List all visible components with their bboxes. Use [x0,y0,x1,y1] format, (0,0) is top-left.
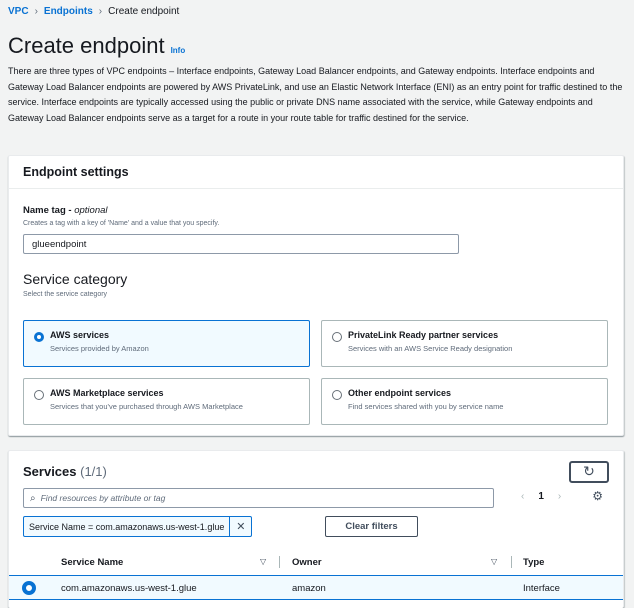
services-panel [8,450,624,608]
chevron-right-icon: › [34,6,38,17]
tile-title: AWS Marketplace services [50,388,164,398]
refresh-icon: ↻ [583,463,595,479]
search-icon: ⌕ [30,492,36,504]
tile-description: Find services shared with you by service name [348,402,504,411]
search-placeholder: Find resources by attribute or tag [40,493,166,503]
angle-left-icon[interactable]: ‹ [521,491,525,502]
name-tag-description: Creates a tag with a key of 'Name' and a value that you specify. [23,220,220,227]
radio-selected-icon[interactable] [34,332,44,342]
tile-description: Services with an AWS Service Ready designation [348,344,513,353]
search-input[interactable] [23,488,494,508]
page-number[interactable]: 1 [538,491,544,502]
name-tag-input[interactable] [23,234,459,254]
column-header-owner[interactable]: Owner [292,557,322,568]
chevron-right-icon: › [98,6,103,17]
tile-description: Services that you've purchased through AWS Marketplace [50,402,243,411]
clear-filters-button[interactable]: Clear filters [325,516,418,537]
breadcrumb-endpoints-link[interactable]: Endpoints [43,6,93,17]
endpoint-settings-title: Endpoint settings [9,156,623,189]
breadcrumb [8,6,179,17]
tile-aws-services[interactable] [23,320,310,367]
services-title-text: Services [23,464,77,479]
filter-token-label: Service Name = com.amazonaws.us-west-1.glue [29,521,225,532]
radio-icon[interactable] [332,390,342,400]
page-title [8,33,185,59]
name-tag-label [23,205,108,216]
breadcrumb-current: Create endpoint [108,6,180,17]
filter-token [23,516,252,537]
services-title [23,464,107,479]
sort-caret-icon[interactable]: ▽ [260,557,267,566]
name-tag-label-text: Name tag - [23,205,75,216]
column-divider[interactable] [279,556,280,568]
tile-privatelink-partner[interactable] [321,320,608,367]
tile-other-endpoint[interactable] [321,378,608,425]
breadcrumb-vpc-link[interactable]: VPC [8,6,29,17]
close-icon[interactable]: ✕ [229,517,251,536]
pagination [521,491,561,502]
column-header-service-name[interactable]: Service Name [61,557,124,568]
refresh-button[interactable] [569,461,609,483]
radio-icon[interactable] [332,332,342,342]
tile-description: Services provided by Amazon [50,344,149,353]
tile-aws-marketplace[interactable] [23,378,310,425]
cell-service-name: com.amazonaws.us-west-1.glue [61,583,197,594]
radio-icon[interactable] [34,390,44,400]
tile-title: Other endpoint services [348,388,452,398]
endpoint-settings-panel [8,155,624,436]
tile-title: AWS services [50,330,110,340]
cell-type: Interface [523,583,560,594]
settings-gear-icon[interactable]: ⚙ [592,489,603,503]
page-title-text: Create endpoint [8,33,165,58]
services-count: (1/1) [80,464,107,479]
sort-caret-icon[interactable]: ▽ [491,557,498,566]
angle-right-icon[interactable]: › [557,491,562,502]
row-radio-selected-icon[interactable] [22,581,36,595]
optional-label: optional [74,205,108,216]
service-category-description: Select the service category [23,291,108,298]
page-description: There are three types of VPC endpoints – Interface endpoints, Gateway Load Balancer endpoints, and Gateway endpoints. Interface endpoints and Gateway Load Balancer endpoints are powered by AWS PrivateLink, and use an Elastic Network Interface (ENI) as an entry point for traffic destined to the service. Interface endpoints are typically accessed using the public or private DNS name associated with the service, while Gateway endpoints and Gateway Load Balancer endpoints serve as a target for a route in your route table for traffic destined for the service. [8,66,623,123]
column-header-type[interactable]: Type [523,557,545,568]
info-link[interactable]: Info [170,46,186,55]
column-divider[interactable] [511,556,512,568]
service-category-title: Service category [23,271,128,287]
table-row[interactable] [9,575,623,600]
table-header [9,551,623,575]
cell-owner: amazon [292,583,326,594]
tile-title: PrivateLink Ready partner services [348,330,499,340]
